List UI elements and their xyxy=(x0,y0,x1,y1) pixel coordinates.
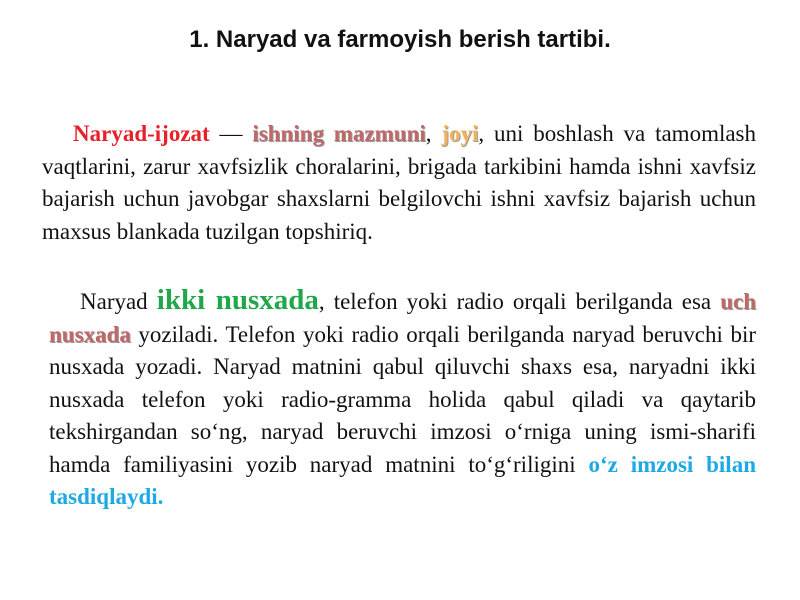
paragraph-definition xyxy=(42,118,756,248)
term-naryad-ijozat: Naryad-ijozat xyxy=(73,121,210,146)
comma-text: , xyxy=(425,121,442,146)
highlight-imzosi-bilan: o‘z imzosi bilan tasdiqlaydi. xyxy=(49,451,756,509)
highlight-ishning-mazmuni: ishning mazmuni xyxy=(252,121,426,146)
highlight-ikki-nusxada: ikki nusxada xyxy=(156,284,319,316)
body-text-part2: , telefon yoki radio orqali berilganda esa xyxy=(318,289,721,314)
body-text-part3: yoziladi. Telefon yoki radio orqali berilganda naryad beruvchi bir nusxada yozadi. Naryad matnini qabul qiluvchi shaxs esa, naryadni ikki nusxada telefon yoki radio-gramma holida qabul qiladi va qaytarib tekshirgandan so‘ng, naryad beruvchi imzosi o‘rniga uning ismi-sharifi hamda familiyasini yozib naryad matnini to‘g‘riligini xyxy=(49,321,756,477)
highlight-joyi: joyi xyxy=(441,121,479,146)
dash-text: — xyxy=(209,121,253,146)
paragraph-copies xyxy=(49,284,756,514)
definition-body-text: , uni boshlash va tamomlash vaqtlarini, zarur xavfsizlik choralarini, brigada tarkibini hamda ishni xavfsiz bajarish uchun javobgar shaxslarni belgilovchi ishni xavfsiz bajarish uchun maxsus blankada tuzilgan topshiriq. xyxy=(42,121,757,244)
slide-title: 1. Naryad va farmoyish berish tartibi. xyxy=(189,26,611,53)
intro-text: Naryad xyxy=(80,289,157,314)
highlight-uch-nusxada: uch nusxada xyxy=(49,289,757,347)
